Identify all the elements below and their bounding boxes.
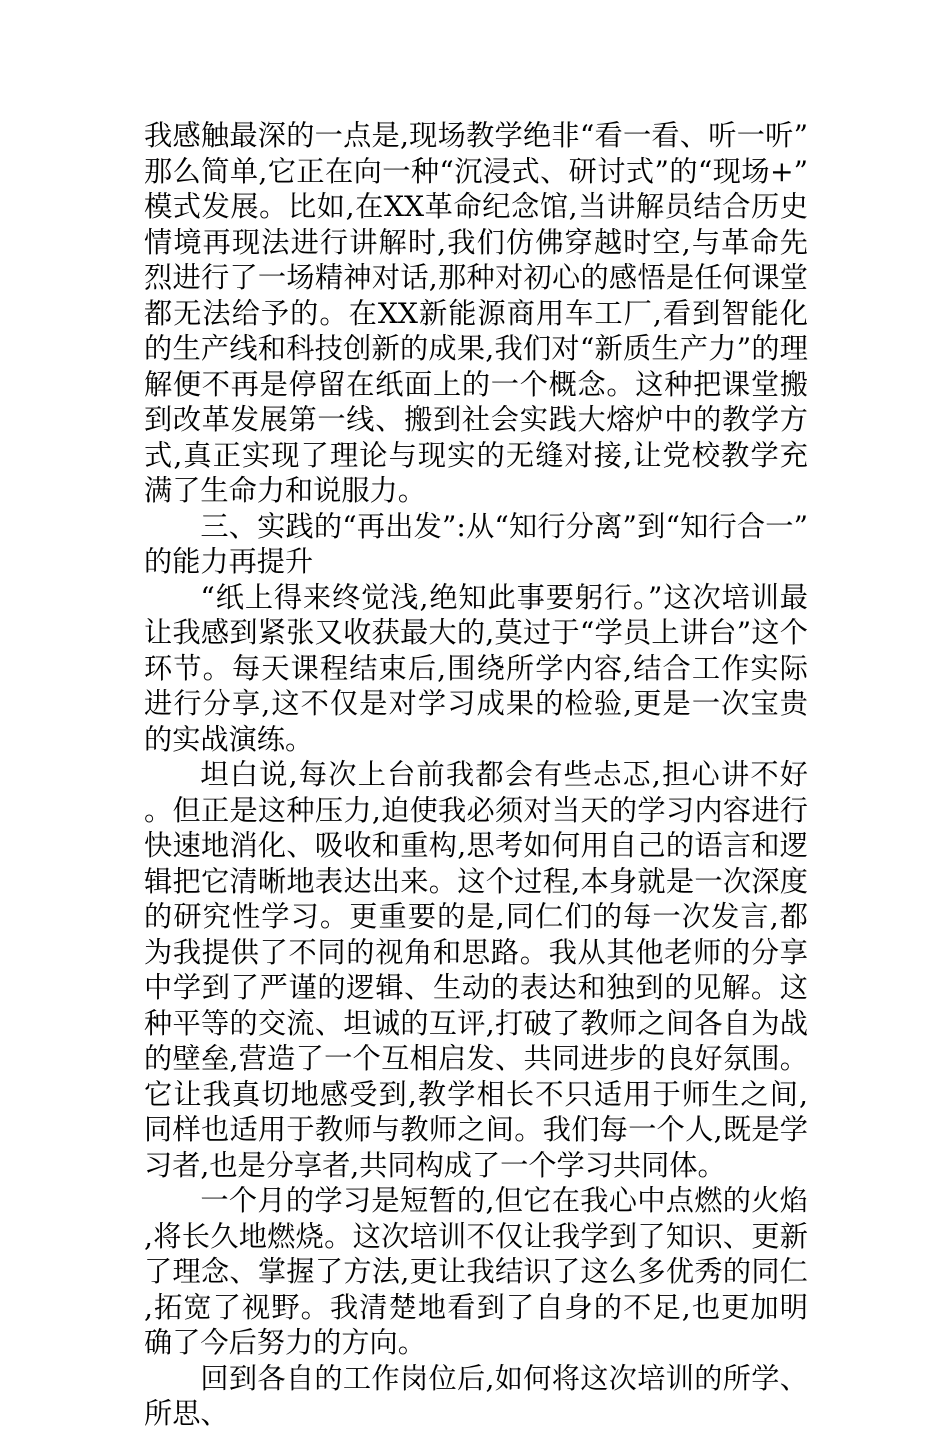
- paragraph-summary: 一个月的学习是短暂的,但它在我心中点燃的火焰,将长久地燃烧。这次培训不仅让我学到了知识、更新了理念、掌握了方法,更让我结识了这么多优秀的同仁,拓宽了视野。我清楚地看到了自身的不足,也更加明确了今后努力的方向。: [144, 1184, 808, 1359]
- paragraph-peer-learning: 坦白说,每次上台前我都会有些忐忑,担心讲不好。但正是这种压力,迫使我必须对当天的学习内容进行快速地消化、吸收和重构,思考如何用自己的语言和逻辑把它清晰地表达出来。这个过程,本身就是一次深度的研究性学习。更重要的是,同仁们的每一次发言,都为我提供了不同的视角和思路。我从其他老师的分享中学到了严谨的逻辑、生动的表达和独到的见解。这种平等的交流、坦诚的互评,打破了教师之间各自为战的壁垒,营造了一个互相启发、共同进步的良好氛围。它让我真切地感受到,教学相长不只适用于师生之间,同样也适用于教师与教师之间。我们每一个人,既是学习者,也是分享者,共同构成了一个学习共同体。: [144, 758, 808, 1182]
- paragraph-return-to-work: 回到各自的工作岗位后,如何将这次培训的所学、所思、: [144, 1361, 808, 1430]
- paragraph-lecture-session: “纸上得来终觉浅,绝知此事要躬行。”这次培训最让我感到紧张又收获最大的,莫过于“学员上讲台”这个环节。每天课程结束后,围绕所学内容,结合工作实际进行分享,这不仅是对学习成果的检验,更是一次宝贵的实战演练。: [144, 580, 808, 756]
- section-heading-practice: 三、实践的“再出发”:从“知行分离”到“知行合一”的能力再提升: [144, 509, 808, 578]
- document-page: [144, 118, 808, 1432]
- paragraph-field-teaching: 我感触最深的一点是,现场教学绝非“看一看、听一听”那么简单,它正在向一种“沉浸式、研讨式”的“现场+”模式发展。比如,在XX革命纪念馆,当讲解员结合历史情境再现法进行讲解时,我们仿佛穿越时空,与革命先烈进行了一场精神对话,那种对初心的感悟是任何课堂都无法给予的。在XX新能源商用车工厂,看到智能化的生产线和科技创新的成果,我们对“新质生产力”的理解便不再是停留在纸面上的一个概念。这种把课堂搬到改革发展第一线、搬到社会实践大熔炉中的教学方式,真正实现了理论与现实的无缝对接,让党校教学充满了生命力和说服力。: [144, 119, 808, 507]
